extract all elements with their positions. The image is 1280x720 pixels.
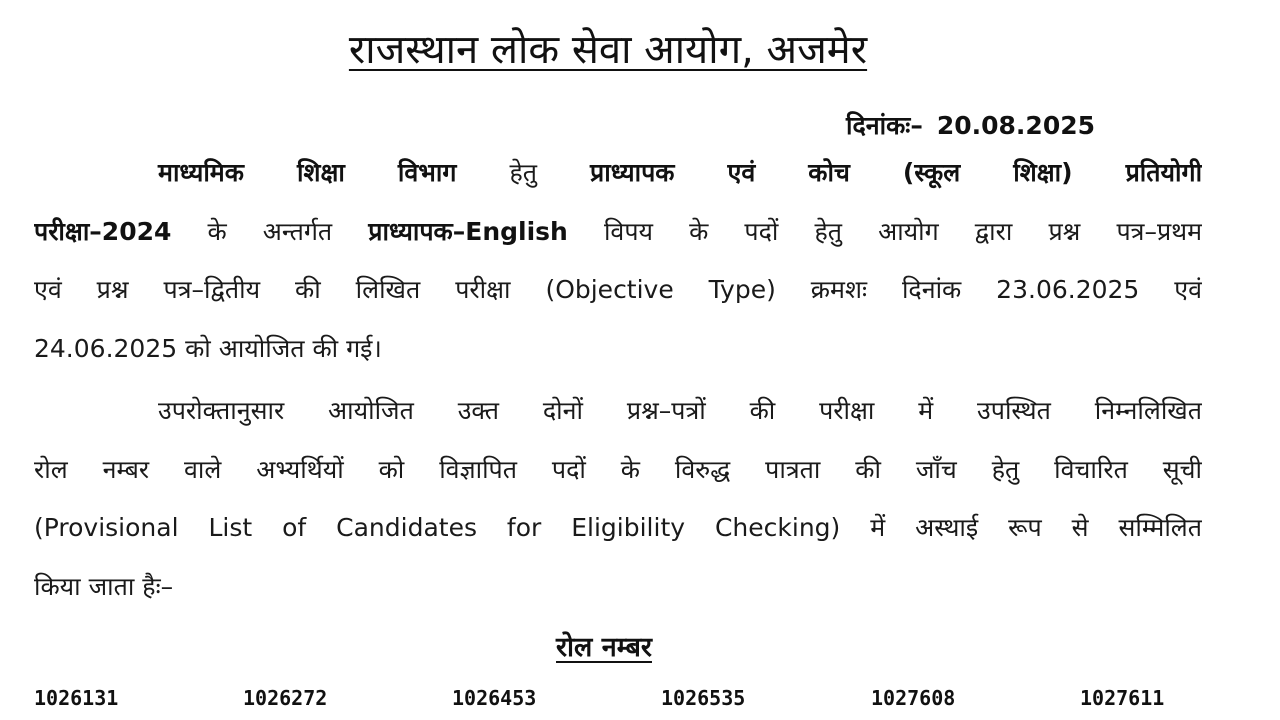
paragraph-word: माध्यमिक [158,158,244,187]
paragraph-word: के [689,216,709,246]
paragraph-word: आयोग [878,216,939,246]
paragraph-word: प्रतियोगी [1125,158,1202,187]
paragraph-line: (Provisional List of Candidates for Eligibility Checking) में अस्थाई रूप से सम्मिलित [34,513,1202,542]
paragraph-word: प्राध्यापक [590,158,675,187]
paragraph-word: शिक्षा) [1013,158,1073,187]
roll-number-heading-text: रोल नम्बर [556,632,652,663]
document-title-text: राजस्थान लोक सेवा आयोग, अजमेर [348,27,868,73]
date-value: 20.08.2025 [936,111,1096,140]
paragraph-word: एवं [727,158,756,187]
paragraph-word: कोच [808,158,850,187]
date-label: दिनांकः– [846,111,923,140]
roll-number: 1026131 [34,686,119,710]
roll-number: 1027611 [1080,686,1165,710]
paragraph-line [34,203,1202,262]
paragraph-word: अन्तर्गत [262,216,333,246]
paragraph-line: एवं प्रश्न पत्र–द्वितीय की लिखित परीक्षा (Objective Type) क्रमशः दिनांक 23.06.2025 एवं [34,275,1202,304]
roll-number-row [34,685,1244,711]
paragraph-exam-details [34,144,1202,378]
paragraph-word: पत्र–प्रथम [1116,216,1202,246]
paragraph-word: परीक्षा–2024 [34,216,172,246]
paragraph-word: पदों [744,216,779,246]
paragraph-word: हेतु [814,216,842,246]
paragraph-word: शिक्षा [296,158,345,187]
paragraph-word: हेतु [509,158,537,187]
date-line [846,106,1095,146]
paragraph-word: प्राध्यापक–English [368,216,568,246]
paragraph-line: उपरोक्तानुसार आयोजित उक्त दोनों प्रश्न–पत्रों की परीक्षा में उपस्थित निम्नलिखित [158,396,1202,425]
paragraph-line [34,144,1202,203]
roll-number: 1026272 [243,686,328,710]
roll-number: 1027608 [871,686,956,710]
paragraph-word: के [207,216,227,246]
roll-number: 1026535 [661,686,746,710]
paragraph-line: 24.06.2025 को आयोजित की गई। [34,333,382,363]
paragraph-word: विभाग [397,158,457,187]
document-title [0,22,1216,78]
paragraph-provisional-list [34,382,1202,616]
paragraph-line: किया जाता हैः– [34,571,174,601]
paragraph-word: प्रश्न [1048,216,1081,246]
roll-number: 1026453 [452,686,537,710]
paragraph-word: (स्कूल [902,158,961,187]
roll-number-heading [0,626,1208,670]
paragraph-line: रोल नम्बर वाले अभ्यर्थियों को विज्ञापित पदों के विरुद्ध पात्रता की जाँच हेतु विचारित सूची [34,454,1202,484]
paragraph-word: द्वारा [974,216,1013,246]
paragraph-word: विपय [603,216,654,246]
